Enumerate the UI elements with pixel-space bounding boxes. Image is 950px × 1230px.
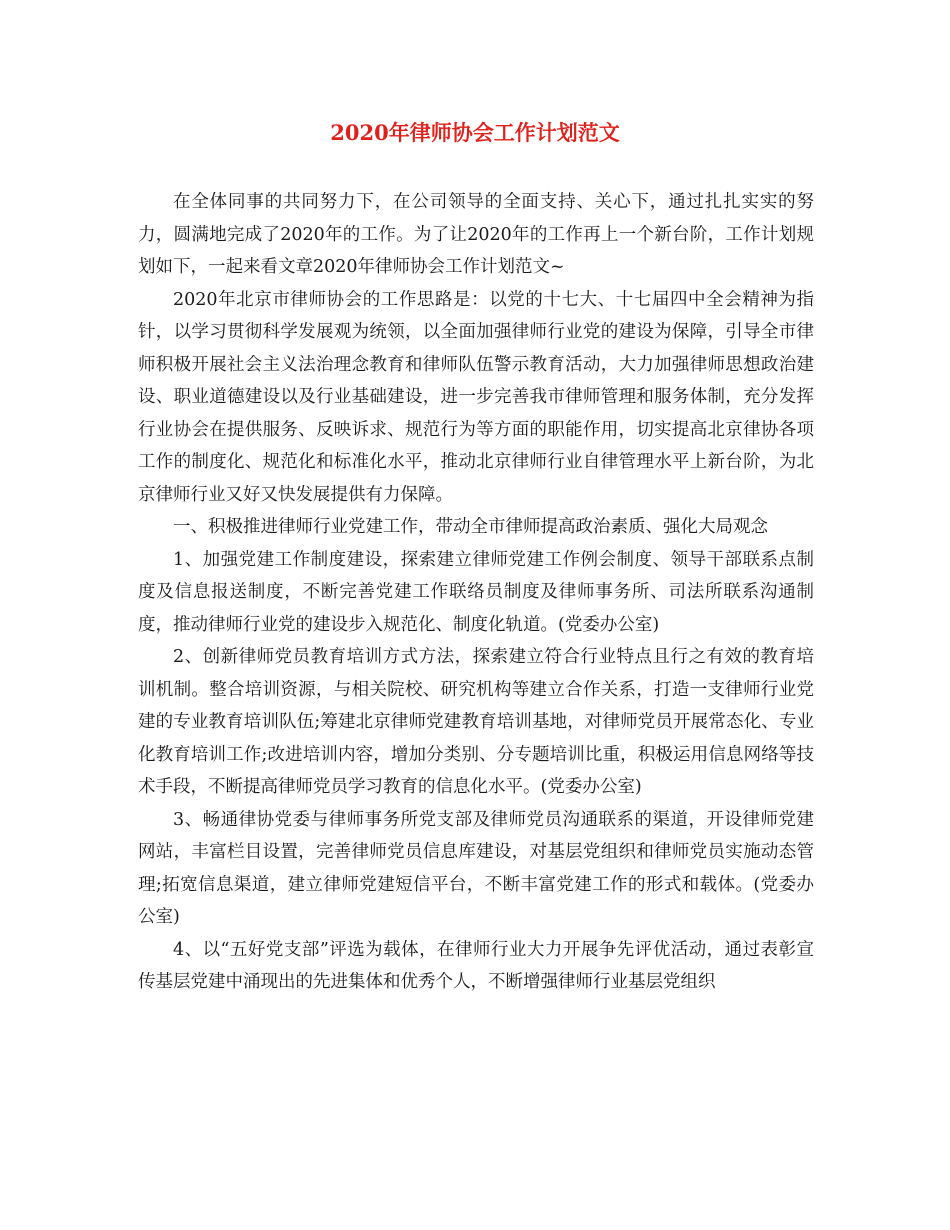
paragraph-item-4: 4、以“五好党支部”评选为载体，在律师行业大力开展争先评优活动，通过表彰宣传基层党建中涌现出的先进集体和优秀个人，不断增强律师行业基层党组织: [138, 939, 814, 992]
paragraph-item-3: 3、畅通律协党委与律师事务所党支部及律师党员沟通联系的渠道，开设律师党建网站，丰富栏目设置，完善律师党员信息库建设，对基层党组织和律师党员实施动态管理;拓宽信息渠道，建立律师党建短信平台，不断丰富党建工作的形式和载体。(党委办公室): [138, 809, 814, 927]
paragraph-intro: 在全体同事的共同努力下，在公司领导的全面支持、关心下，通过扎扎实实的努力，圆满地完成了2020年的工作。为了让2020年的工作再上一个新台阶，工作计划规划如下，一起来看文章2020年律师协会工作计划范文~: [138, 192, 814, 277]
paragraph-work-approach: 2020年北京市律师协会的工作思路是：以党的十七大、十七届四中全会精神为指针，以学习贯彻科学发展观为统领，以全面加强律师行业党的建设为保障，引导全市律师积极开展社会主义法治理念教育和律师队伍警示教育活动，大力加强律师思想政治建设、职业道德建设以及行业基础建设，进一步完善我市律师管理和服务体制，充分发挥行业协会在提供服务、反映诉求、规范行为等方面的职能作用，切实提高北京律协各项工作的制度化、规范化和标准化水平，推动北京律师行业自律管理水平上新台阶，为北京律师行业又好又快发展提供有力保障。: [138, 289, 814, 505]
paragraph-item-2: 2、创新律师党员教育培训方式方法，探索建立符合行业特点且行之有效的教育培训机制。整合培训资源，与相关院校、研究机构等建立合作关系，打造一支律师行业党建的专业教育培训队伍;筹建北京律师党建教育培训基地，对律师党员开展常态化、专业化教育培训工作;改进培训内容，增加分类别、分专题培训比重，积极运用信息网络等技术手段，不断提高律师党员学习教育的信息化水平。(党委办公室): [138, 647, 814, 797]
section-heading-1: 一、积极推进律师行业党建工作，带动全市律师提高政治素质、强化大局观念: [173, 517, 768, 537]
paragraph-item-1: 1、加强党建工作制度建设，探索建立律师党建工作例会制度、领导干部联系点制度及信息报送制度，不断完善党建工作联络员制度及律师事务所、司法所联系沟通制度，推动律师行业党的建设步入规范化、制度化轨道。(党委办公室): [138, 549, 814, 635]
document-title: 2020年律师协会工作计划范文: [330, 120, 620, 145]
document-body: [138, 186, 814, 999]
